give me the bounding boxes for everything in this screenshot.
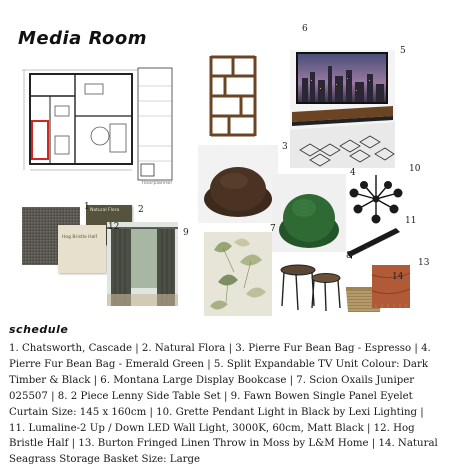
item-number-10: 10 — [409, 164, 421, 174]
floorplanner-logo: floorplanner — [142, 180, 173, 186]
schedule-list: 1. Chatsworth, Cascade | 2. Natural Flora | 3. Pierre Fur Bean Bag - Espresso | 4. Pierre Fur Bean Bag - Emerald Green | 5. Split Expandable TV Unit Colour: Dark Timber & Black | 6. Montana Large Display Bookcase | 7. Scion Oxails Juniper 025507 | 8. 2 Piece Lenny Side Table Set | 9. Fawn Bowen Single Panel Eyelet Curtain Size: 145 x 160cm | 10. Grette Pendant Light in Black by Lexi Lighting | 11. Lumaline-2 Up / Down LED Wall Light, 3000K, 60cm, Matt Black | 12. Hog Bristle Half | 13. Burton Fringed Linen Throw in Moss by L&M Home | 14. Natural Seagrass Storage Basket Size: Large — [9, 343, 438, 466]
item-number-14: 14 — [392, 272, 404, 282]
floor-plan — [20, 66, 175, 188]
led-wall-light-image — [346, 222, 402, 260]
item-number-13: 13 — [418, 258, 430, 268]
tv-unit-image — [290, 50, 395, 168]
bookcase-image — [207, 52, 259, 138]
item-number-8: 8 — [346, 251, 352, 261]
item-number-3: 3 — [282, 142, 288, 152]
item-number-5: 5 — [400, 46, 406, 56]
board-title: Media Room — [18, 28, 148, 49]
curtain-image — [107, 222, 178, 306]
item-number-6: 6 — [302, 24, 308, 34]
natural-flora-label: Natural Flora — [90, 208, 120, 213]
item-number-9: 9 — [183, 228, 189, 238]
item-number-4: 4 — [350, 168, 356, 178]
scion-oxalis-swatch — [204, 232, 272, 316]
item-number-1: 1 — [84, 202, 90, 212]
pendant-light-image — [346, 175, 406, 227]
item-number-2: 2 — [138, 205, 144, 215]
item-number-11: 11 — [405, 216, 417, 226]
schedule-heading: schedule — [9, 323, 69, 336]
linen-throw-image — [372, 265, 410, 308]
espresso-bean-bag-image — [198, 145, 278, 223]
side-table-set-image — [278, 262, 344, 312]
hog-bristle-swatch — [58, 225, 106, 273]
hog-bristle-label: Hog Bristle Half — [62, 235, 98, 240]
item-number-7: 7 — [270, 224, 276, 234]
emerald-bean-bag-image — [272, 174, 346, 252]
item-number-12: 12 — [108, 222, 120, 232]
